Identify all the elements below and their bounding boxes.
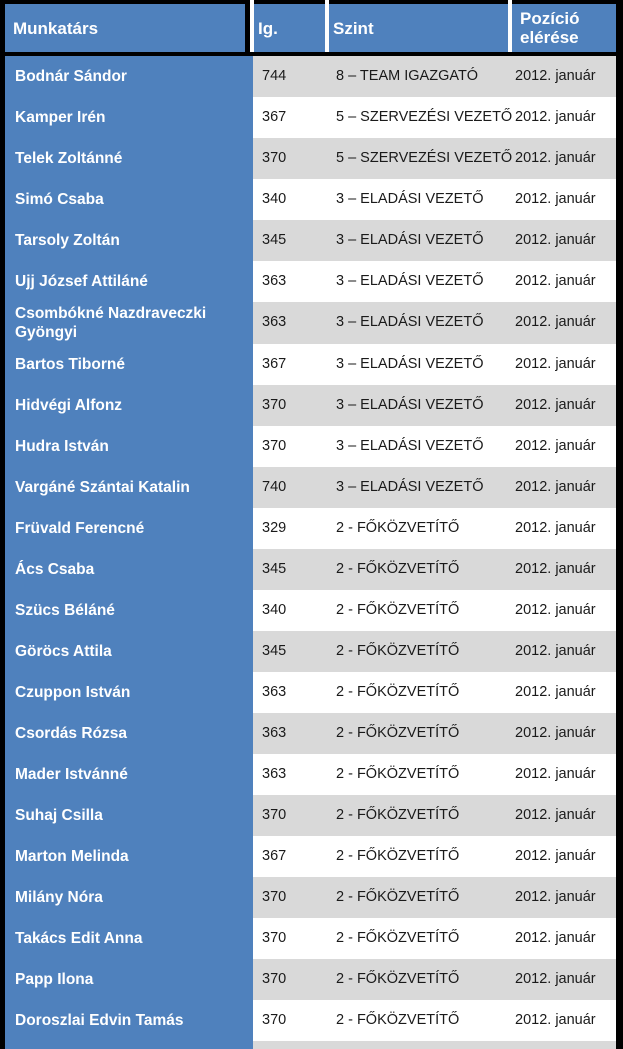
szint-cell: 2 - FŐKÖZVETÍTŐ xyxy=(336,643,460,659)
szint-cell: 3 – ELADÁSI VEZETŐ xyxy=(336,273,484,289)
row-stripe xyxy=(253,302,616,344)
position-date-cell: 2012. január xyxy=(515,930,596,946)
row-stripe xyxy=(253,877,616,918)
position-date-cell: 2012. január xyxy=(515,848,596,864)
position-date-cell: 2012. január xyxy=(515,109,596,125)
ig-cell: 370 xyxy=(262,150,287,166)
header-divider-line xyxy=(0,52,623,56)
szint-cell: 2 - FŐKÖZVETÍTŐ xyxy=(336,848,460,864)
ig-cell: 363 xyxy=(262,314,287,330)
table-body xyxy=(5,56,616,1049)
position-date-cell: 2012. január xyxy=(515,889,596,905)
table-row xyxy=(5,97,616,138)
ig-cell: 370 xyxy=(262,1012,287,1028)
row-stripe xyxy=(253,344,616,385)
table-row xyxy=(5,426,616,467)
row-stripe xyxy=(253,754,616,795)
szint-cell: 2 - FŐKÖZVETÍTŐ xyxy=(336,930,460,946)
position-date-cell: 2012. január xyxy=(515,971,596,987)
table-border-left xyxy=(0,0,5,1049)
szint-cell: 3 – ELADÁSI VEZETŐ xyxy=(336,438,484,454)
employee-name-cell: Tarsoly Zoltán xyxy=(15,232,120,249)
ig-cell: 363 xyxy=(262,684,287,700)
employee-name-cell: Hudra István xyxy=(15,438,109,455)
employee-name-cell: Vargáné Szántai Katalin xyxy=(15,479,190,496)
employee-name-cell: Suhaj Csilla xyxy=(15,807,103,824)
employee-name-cell: Takács Edit Anna xyxy=(15,930,143,947)
position-date-cell: 2012. január xyxy=(515,438,596,454)
szint-cell: 2 - FŐKÖZVETÍTŐ xyxy=(336,807,460,823)
table-row xyxy=(5,631,616,672)
ig-cell: 363 xyxy=(262,725,287,741)
table-rows xyxy=(5,56,616,1049)
szint-cell: 2 - FŐKÖZVETÍTŐ xyxy=(336,766,460,782)
row-stripe xyxy=(253,590,616,631)
ig-cell: 370 xyxy=(262,889,287,905)
position-date-cell: 2012. január xyxy=(515,561,596,577)
ig-cell: 345 xyxy=(262,232,287,248)
position-date-cell: 2012. január xyxy=(515,479,596,495)
employee-name-cell: Bodnár Sándor xyxy=(15,68,127,85)
szint-cell: 8 – TEAM IGAZGATÓ xyxy=(336,68,479,84)
header-separator-white-1 xyxy=(250,0,254,52)
szint-cell: 3 – ELADÁSI VEZETŐ xyxy=(336,479,484,495)
employee-name-cell: Telek Zoltánné xyxy=(15,150,123,167)
szint-cell: 2 - FŐKÖZVETÍTŐ xyxy=(336,684,460,700)
position-date-cell: 2012. január xyxy=(515,1012,596,1028)
position-date-cell: 2012. január xyxy=(515,684,596,700)
header-separator-white-3 xyxy=(508,0,512,52)
employee-name-cell: Simó Csaba xyxy=(15,191,104,208)
ig-cell: 370 xyxy=(262,397,287,413)
szint-cell: 2 - FŐKÖZVETÍTŐ xyxy=(336,561,460,577)
szint-cell: 2 - FŐKÖZVETÍTŐ xyxy=(336,725,460,741)
table-row xyxy=(5,549,616,590)
employee-name-cell: Hidvégi Alfonz xyxy=(15,397,123,414)
employee-name-cell: Csombókné Nazdraveczki Gyöngyi xyxy=(15,305,207,341)
ig-cell: 370 xyxy=(262,930,287,946)
employee-name-cell: Milány Nóra xyxy=(15,889,103,906)
table-row xyxy=(5,590,616,631)
position-date-cell: 2012. január xyxy=(515,397,596,413)
ig-cell: 363 xyxy=(262,273,287,289)
szint-cell: 3 – ELADÁSI VEZETŐ xyxy=(336,397,484,413)
ig-cell: 340 xyxy=(262,602,287,618)
position-date-cell: 2012. január xyxy=(515,191,596,207)
position-date-cell: 2012. január xyxy=(515,602,596,618)
employee-name-cell: Csordás Rózsa xyxy=(15,725,127,742)
ig-cell: 367 xyxy=(262,109,287,125)
szint-cell: 2 - FŐKÖZVETÍTŐ xyxy=(336,971,460,987)
row-stripe xyxy=(253,549,616,590)
position-date-cell: 2012. január xyxy=(515,520,596,536)
szint-cell: 3 – ELADÁSI VEZETŐ xyxy=(336,191,484,207)
table-row xyxy=(5,179,616,220)
table-row xyxy=(5,508,616,549)
table-row xyxy=(5,918,616,959)
table-row xyxy=(5,138,616,179)
column-header-pozicio-elerese: Pozíció elérése xyxy=(520,9,580,47)
column-header-szint: Szint xyxy=(333,18,374,38)
position-date-cell: 2012. január xyxy=(515,232,596,248)
ig-cell: 740 xyxy=(262,479,287,495)
employee-name-cell: Göröcs Attila xyxy=(15,643,112,660)
row-stripe xyxy=(253,918,616,959)
employee-name-cell: Kamper Irén xyxy=(15,109,106,126)
row-stripe xyxy=(253,836,616,877)
employee-name-cell: Bartos Tiborné xyxy=(15,356,125,373)
ig-cell: 367 xyxy=(262,356,287,372)
row-stripe xyxy=(253,56,616,97)
row-stripe xyxy=(253,220,616,261)
table-row xyxy=(5,959,616,1000)
position-date-cell: 2012. január xyxy=(515,643,596,659)
position-date-cell: 2012. január xyxy=(515,273,596,289)
ig-cell: 363 xyxy=(262,766,287,782)
ig-cell: 744 xyxy=(262,68,287,84)
ig-cell: 367 xyxy=(262,848,287,864)
table-row xyxy=(5,795,616,836)
row-stripe xyxy=(253,179,616,220)
row-stripe xyxy=(253,426,616,467)
table-row xyxy=(5,467,616,508)
position-date-cell: 2012. január xyxy=(515,314,596,330)
row-stripe xyxy=(253,385,616,426)
szint-cell: 2 - FŐKÖZVETÍTŐ xyxy=(336,602,460,618)
position-date-cell: 2012. január xyxy=(515,150,596,166)
row-stripe xyxy=(253,672,616,713)
row-stripe xyxy=(253,508,616,549)
position-date-cell: 2012. január xyxy=(515,766,596,782)
table-border-right xyxy=(616,0,623,1049)
position-date-cell: 2012. január xyxy=(515,68,596,84)
position-date-cell: 2012. január xyxy=(515,356,596,372)
table-row xyxy=(5,385,616,426)
szint-cell: 3 – ELADÁSI VEZETŐ xyxy=(336,356,484,372)
table-row xyxy=(5,220,616,261)
row-stripe xyxy=(253,261,616,302)
row-stripe xyxy=(253,1000,616,1041)
ig-cell: 370 xyxy=(262,807,287,823)
table-row xyxy=(5,261,616,302)
column-header-ig: Ig. xyxy=(258,18,278,38)
row-stripe xyxy=(253,795,616,836)
employee-name-cell: Doroszlai Edvin Tamás xyxy=(15,1012,184,1029)
ig-cell: 340 xyxy=(262,191,287,207)
employee-name-cell: Mader Istvánné xyxy=(15,766,128,783)
row-stripe xyxy=(253,467,616,508)
szint-cell: 3 – ELADÁSI VEZETŐ xyxy=(336,232,484,248)
employee-name-cell: Czuppon István xyxy=(15,684,131,701)
column-header-munkatars: Munkatárs xyxy=(13,18,99,38)
table-row xyxy=(5,713,616,754)
ig-cell: 370 xyxy=(262,438,287,454)
table-header-row xyxy=(5,4,616,52)
employee-name-cell: Früvald Ferencné xyxy=(15,520,145,537)
row-stripe xyxy=(253,713,616,754)
employee-name-cell: Szücs Béláné xyxy=(15,602,115,619)
table-row xyxy=(5,344,616,385)
table-row xyxy=(5,836,616,877)
position-date-cell: 2012. január xyxy=(515,807,596,823)
szint-cell: 2 - FŐKÖZVETÍTŐ xyxy=(336,520,460,536)
table-row xyxy=(5,56,616,97)
table-border-top xyxy=(0,0,623,4)
szint-cell: 2 - FŐKÖZVETÍTŐ xyxy=(336,889,460,905)
szint-cell: 5 – SZERVEZÉSI VEZETŐ xyxy=(336,109,513,125)
header-separator-white-2 xyxy=(325,0,329,52)
employee-name-cell: Ujj József Attiláné xyxy=(15,273,148,290)
szint-cell: 2 - FŐKÖZVETÍTŐ xyxy=(336,1012,460,1028)
ig-cell: 345 xyxy=(262,561,287,577)
ig-cell: 329 xyxy=(262,520,287,536)
row-stripe xyxy=(253,631,616,672)
ig-cell: 345 xyxy=(262,643,287,659)
szint-cell: 5 – SZERVEZÉSI VEZETŐ xyxy=(336,150,513,166)
table-row xyxy=(5,672,616,713)
table-row xyxy=(5,1000,616,1041)
ig-cell: 370 xyxy=(262,971,287,987)
row-stripe xyxy=(253,138,616,179)
position-date-cell: 2012. január xyxy=(515,725,596,741)
employee-name-cell: Ács Csaba xyxy=(15,561,95,578)
employee-name-cell: Marton Melinda xyxy=(15,848,129,865)
employee-name-cell: Papp Ilona xyxy=(15,971,94,988)
table-row xyxy=(5,754,616,795)
row-stripe xyxy=(253,97,616,138)
row-stripe xyxy=(253,959,616,1000)
szint-cell: 3 – ELADÁSI VEZETŐ xyxy=(336,314,484,330)
table-row xyxy=(5,302,616,344)
table-row xyxy=(5,877,616,918)
